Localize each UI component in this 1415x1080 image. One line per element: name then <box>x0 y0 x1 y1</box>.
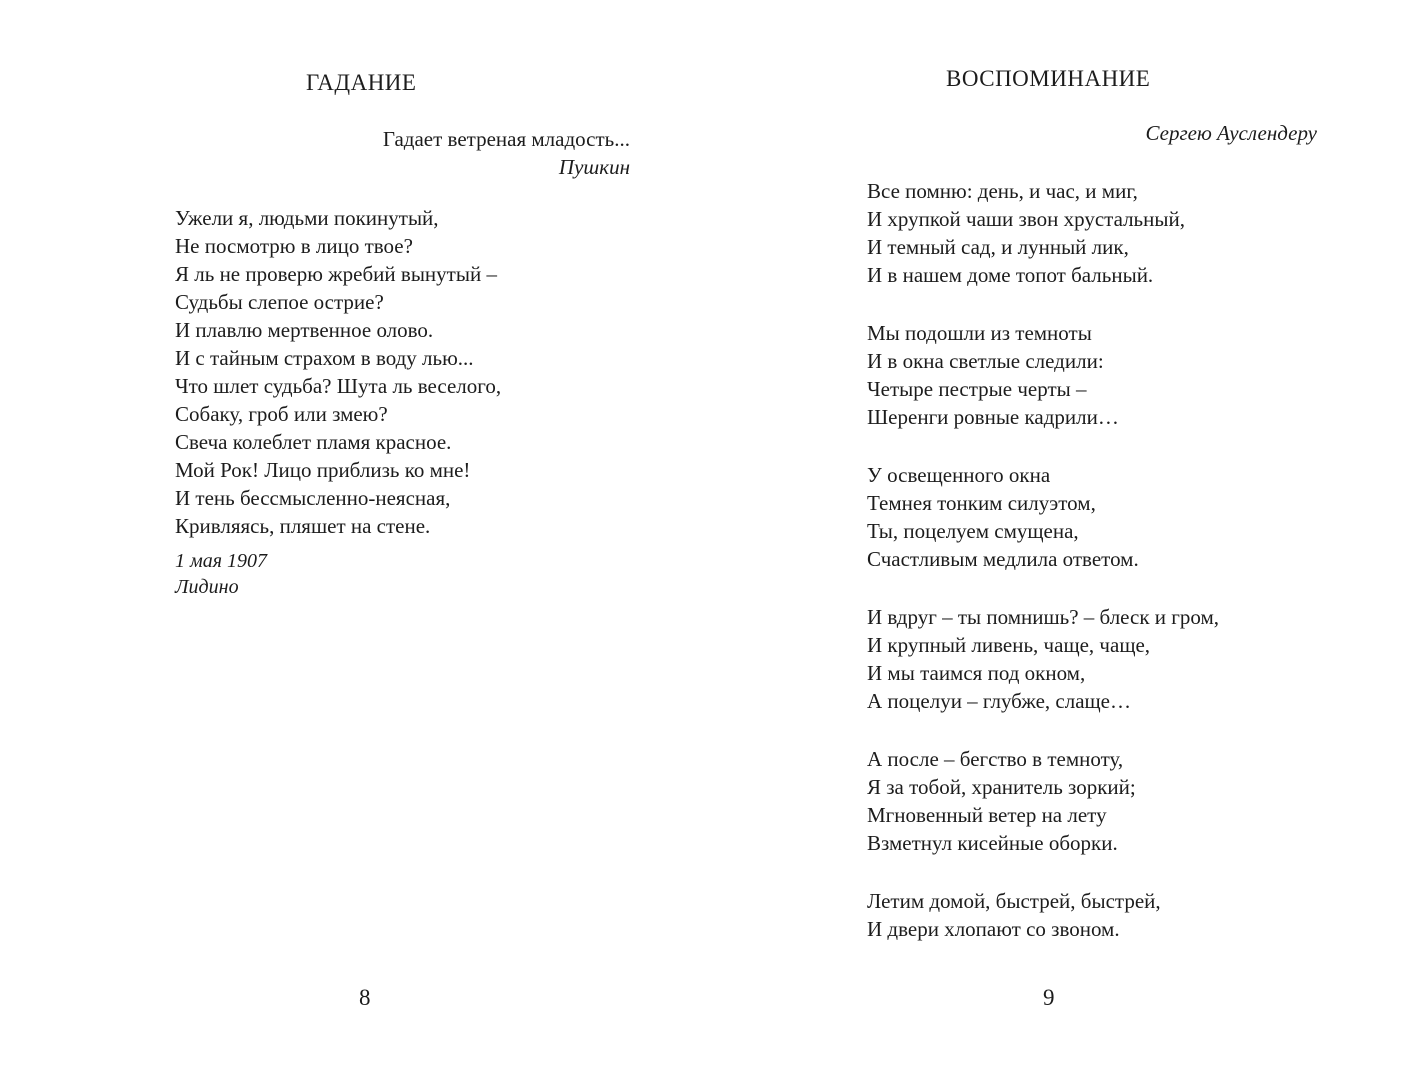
poem-line: Мой Рок! Лицо приблизь ко мне! <box>175 458 471 482</box>
poem-line: И хрупкой чаши звон хрустальный, <box>867 207 1185 231</box>
poem-line: И тень бессмысленно-неясная, <box>175 486 451 510</box>
poem-place: Лидино <box>175 576 239 598</box>
poem-line: А после – бегство в темноту, <box>867 747 1124 771</box>
right-page <box>707 0 1415 1080</box>
poem-line: Кривляясь, пляшет на стене. <box>175 514 431 538</box>
poem-body <box>175 204 501 540</box>
poem-line: Счастливым медлила ответом. <box>867 547 1139 571</box>
poem-dateline <box>175 548 267 600</box>
poem-line: Темнея тонким силуэтом, <box>867 491 1096 515</box>
poem-line: Собаку, гроб или змею? <box>175 402 388 426</box>
stanza <box>867 887 1219 943</box>
poem-line: Не посмотрю в лицо твое? <box>175 234 413 258</box>
poem-line: Что шлет судьба? Шута ль веселого, <box>175 374 502 398</box>
poem-line: И мы таимся под окном, <box>867 661 1086 685</box>
stanza <box>867 177 1219 289</box>
poem-line: Судьбы слепое острие? <box>175 290 384 314</box>
poem-line: И в окна светлые следили: <box>867 349 1104 373</box>
poem-line: Я ль не проверю жребий вынутый – <box>175 262 497 286</box>
poem-line: Летим домой, быстрей, быстрей, <box>867 889 1161 913</box>
poem-line: И плавлю мертвенное олово. <box>175 318 434 342</box>
stanza <box>867 745 1219 857</box>
poem-line: И двери хлопают со звоном. <box>867 917 1120 941</box>
poem-line: Мы подошли из темноты <box>867 321 1092 345</box>
poem-date: 1 мая 1907 <box>175 550 268 572</box>
poem-line: Мгновенный ветер на лету <box>867 803 1107 827</box>
stanza <box>867 319 1219 431</box>
stanza <box>867 603 1219 715</box>
poem-line: И крупный ливень, чаще, чаще, <box>867 633 1151 657</box>
poem-title: ВОСПОМИНАНИЕ <box>946 66 1151 91</box>
poem-line: И в нашем доме топот бальный. <box>867 263 1154 287</box>
epigraph <box>383 125 630 181</box>
epigraph-author: Пушкин <box>558 155 630 179</box>
page-number: 9 <box>1043 985 1055 1010</box>
poem-line: Четыре пестрые черты – <box>867 377 1087 401</box>
epigraph-text: Гадает ветреная младость... <box>382 127 630 151</box>
poem-line: Все помню: день, и час, и миг, <box>867 179 1138 203</box>
poem-body <box>867 177 1219 973</box>
left-page <box>0 0 707 1080</box>
poem-line: И темный сад, и лунный лик, <box>867 235 1129 259</box>
dedication: Сергею Ауслендеру <box>1145 121 1317 145</box>
poem-line: Ужели я, людьми покинутый, <box>175 206 439 230</box>
page-number: 8 <box>359 985 371 1010</box>
poem-title: ГАДАНИЕ <box>306 70 417 95</box>
poem-line: У освещенного окна <box>867 463 1051 487</box>
poem-line: И с тайным страхом в воду лью... <box>175 346 474 370</box>
poem-line: Свеча колеблет пламя красное. <box>175 430 452 454</box>
poem-line: Ты, поцелуем смущена, <box>867 519 1079 543</box>
poem-line: Взметнул кисейные оборки. <box>867 831 1118 855</box>
poem-line: И вдруг – ты помнишь? – блеск и гром, <box>867 605 1220 629</box>
poem-line: А поцелуи – глубже, слаще… <box>867 689 1132 713</box>
poem-line: Шеренги ровные кадрили… <box>867 405 1119 429</box>
poem-line: Я за тобой, хранитель зоркий; <box>867 775 1136 799</box>
stanza <box>867 461 1219 573</box>
